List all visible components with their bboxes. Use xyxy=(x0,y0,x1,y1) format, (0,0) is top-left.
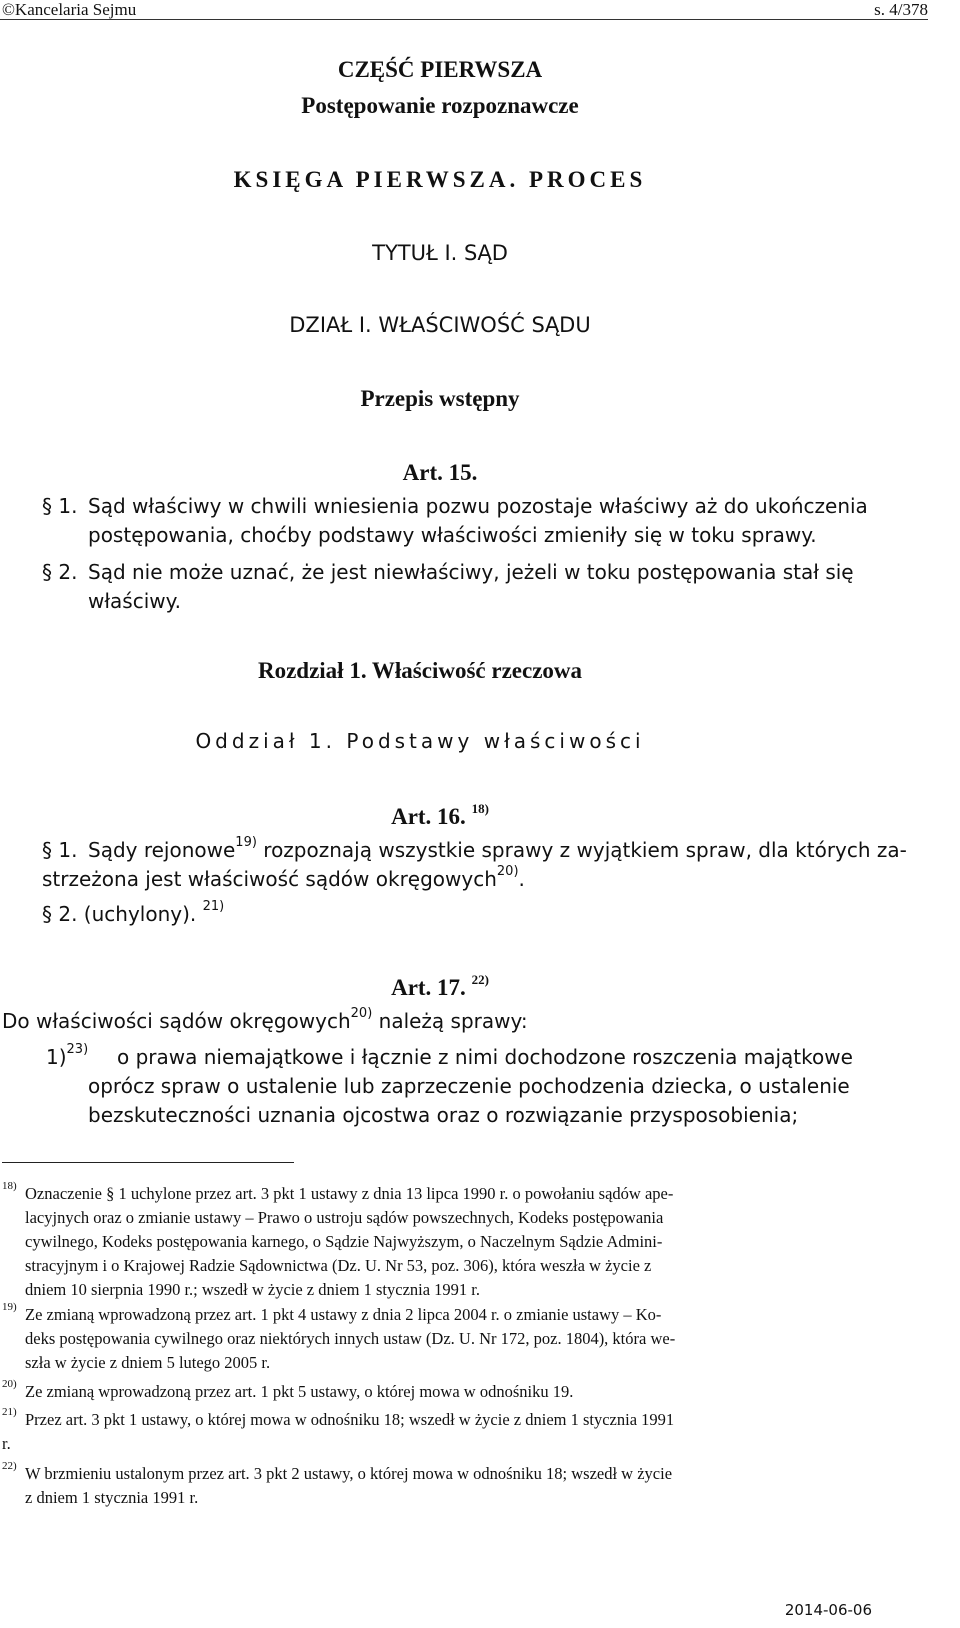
header-rule xyxy=(0,19,928,20)
footnote-18-line5: dniem 10 sierpnia 1990 r.; wszedł w życie z dniem 1 stycznia 1991 r. xyxy=(25,1280,481,1299)
art15-p1-number: § 1. xyxy=(42,494,78,518)
footnote-ref-20b: 20) xyxy=(350,1006,373,1021)
footnote-18-line3: cywilnego, Kodeks postępowania karnego, o Sądzie Najwyższym, o Naczelnym Sądzie Admini- xyxy=(25,1232,663,1251)
footnote-21-number: 21) xyxy=(2,1406,17,1418)
footnote-22-line2: z dniem 1 stycznia 1991 r. xyxy=(25,1488,199,1507)
footnote-19-number: 19) xyxy=(2,1301,17,1313)
footnote-separator xyxy=(2,1162,294,1163)
art17-item1-line2: oprócz spraw o ustalenie lub zaprzeczenie pochodzenia dziecka, o ustalenie xyxy=(88,1074,850,1098)
footnote-ref-20: 20) xyxy=(496,864,519,879)
part-heading: CZĘŚĆ PIERWSZA xyxy=(337,57,543,82)
preamble-heading: Przepis wstępny xyxy=(360,386,520,411)
footnote-19-line1: Ze zmianą wprowadzoną przez art. 1 pkt 4 ustawy z dnia 2 lipca 2004 r. o zmianie ustawy – Ko- xyxy=(25,1305,662,1324)
chapter-title: Rozdział 1. Właściwość rzeczowa xyxy=(257,658,583,683)
art15-p2-line1: Sąd nie może uznać, że jest niewłaściwy, jeżeli w toku postępowania stał się xyxy=(88,560,854,584)
footnote-18-number: 18) xyxy=(2,1180,17,1192)
art17-item1-line1: o prawa niemajątkowe i łącznie z nimi dochodzone roszczenia majątkowe xyxy=(117,1045,853,1069)
footnote-20-number: 20) xyxy=(2,1378,17,1390)
art16-p1-line2: strzeżona jest właściwość sądów okręgowych$^{20)}$. xyxy=(42,864,525,891)
footnote-21-line1: Przez art. 3 pkt 1 ustawy, o której mowa w odnośniku 18; wszedł w życie z dniem 1 stycznia 1991 xyxy=(25,1410,675,1429)
art17-footnote-ref: 22) xyxy=(471,972,489,987)
art16-p1-line1: Sądy rejonowe$^{19)}$ rozpoznają wszystkie sprawy z wyjątkiem spraw, dla których za- xyxy=(88,835,907,862)
art15-p1-line1: Sąd właściwy w chwili wniesienia pozwu pozostaje właściwy aż do ukończenia xyxy=(88,494,868,518)
footnote-ref-19: 19) xyxy=(235,835,257,850)
footnote-22-number: 22) xyxy=(2,1460,17,1472)
art17-item1-line3: bezskuteczności uznania ojcostwa oraz o rozwiązanie przysposobienia; xyxy=(88,1103,799,1127)
header-source: ©Kancelaria Sejmu xyxy=(2,0,137,19)
footnote-ref-21: 21) xyxy=(202,899,225,914)
footnote-21-line2: r. xyxy=(2,1434,11,1453)
art15-p2-number: § 2. xyxy=(42,560,78,584)
title-heading: TYTUŁ I. SĄD xyxy=(372,241,508,265)
book-heading: KSIĘGA PIERWSZA. PROCES xyxy=(233,167,647,192)
footnote-19-line3: szła w życie z dniem 5 lutego 2005 r. xyxy=(25,1353,271,1372)
footnote-ref-23: 23) xyxy=(66,1042,89,1057)
division-heading: DZIAŁ I. WŁAŚCIWOŚĆ SĄDU xyxy=(289,313,591,337)
art16-footnote-ref: 18) xyxy=(471,801,489,816)
footnote-22-line1: W brzmieniu ustalonym przez art. 3 pkt 2 ustawy, o której mowa w odnośniku 18; wszedł w życie xyxy=(25,1464,673,1483)
section-title: Oddział 1. Podstawy właściwości xyxy=(195,729,645,753)
part-subheading: Postępowanie rozpoznawcze xyxy=(301,93,579,118)
footnote-20-line1: Ze zmianą wprowadzoną przez art. 1 pkt 5 ustawy, o której mowa w odnośniku 19. xyxy=(25,1382,574,1401)
art17-item1-number: 1)$^{23)}$ xyxy=(46,1042,89,1069)
art16-p1-number: § 1. xyxy=(42,838,78,862)
footnote-18-line4: stracyjnym i o Krajowej Radzie Sądownictwa (Dz. U. Nr 53, poz. 306), która weszła w życie z xyxy=(25,1256,652,1275)
art15-label: Art. 15. xyxy=(402,460,478,485)
footnote-18-line2: lacyjnych oraz o zmianie ustawy – Prawo o ustroju sądów powszechnych, Kodeks postępowania xyxy=(25,1208,664,1227)
footer-date: 2014-06-06 xyxy=(784,1601,872,1619)
art17-intro: Do właściwości sądów okręgowych$^{20)}$ należą sprawy: xyxy=(2,1006,528,1033)
art16-p2: § 2. (uchylony). $^{21)}$ xyxy=(42,899,225,926)
footnote-19-line2: deks postępowania cywilnego oraz niektórych innych ustaw (Dz. U. Nr 172, poz. 1804), która we- xyxy=(25,1329,676,1348)
footnote-18-line1: Oznaczenie § 1 uchylone przez art. 3 pkt 1 ustawy z dnia 13 lipca 1990 r. o powołaniu sądów ape- xyxy=(25,1184,674,1203)
art15-p1-line2: postępowania, choćby podstawy właściwości zmieniły się w toku sprawy. xyxy=(88,523,817,547)
art16-label: Art. 16. $^{18)}$ xyxy=(391,801,489,829)
art17-label: Art. 17. $^{22)}$ xyxy=(391,972,489,1000)
header-page-number: s. 4/378 xyxy=(874,0,928,19)
art15-p2-line2: właściwy. xyxy=(88,589,181,613)
